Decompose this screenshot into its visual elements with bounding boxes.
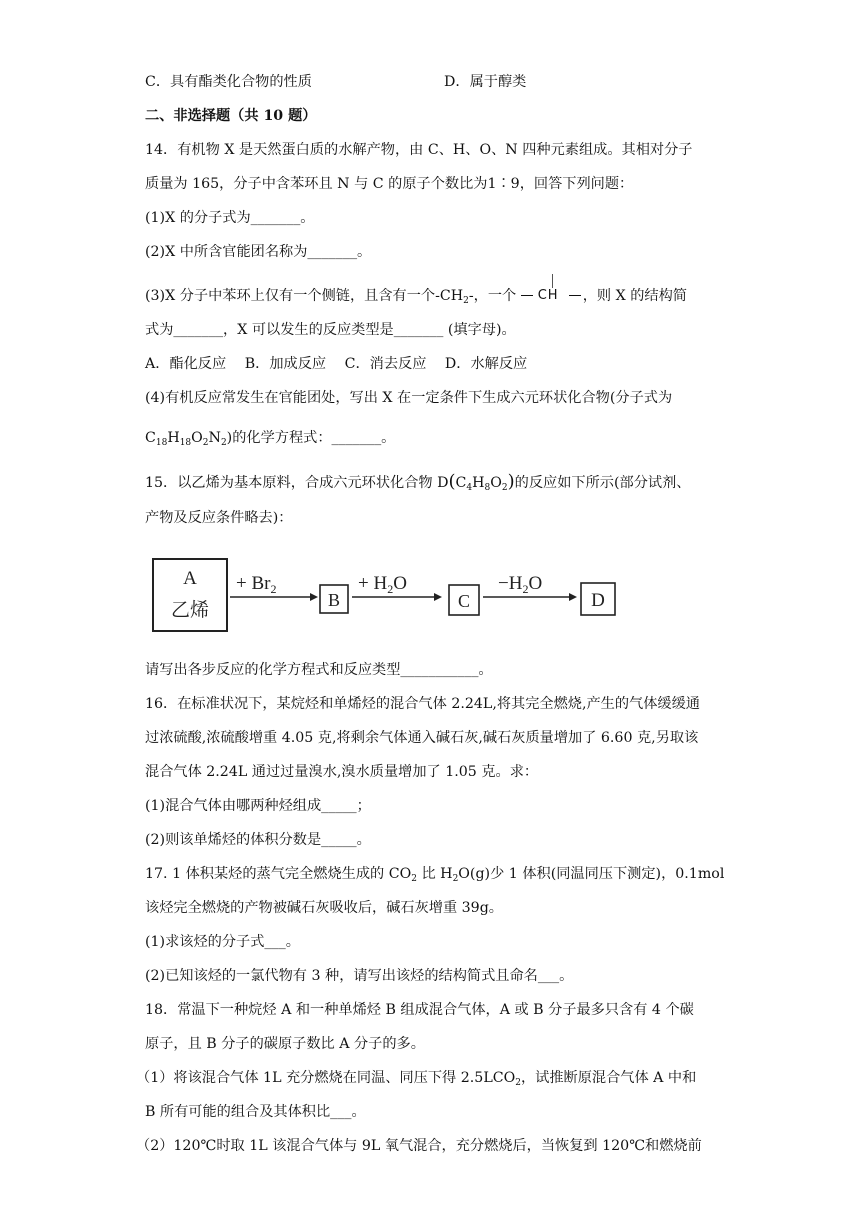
q14-part1: (1)X 的分子式为_______。 xyxy=(145,210,315,226)
q14-opt-c: C．消去反应 xyxy=(344,356,427,372)
arrow-2-reagent: + $H_2O$ xyxy=(358,573,407,596)
arrow-1-reagent: + $Br_2$ xyxy=(236,573,277,596)
q18-part2: （2）120℃时取 1L 该混合气体与 9L 氧气混合，充分燃烧后，当恢复到 120℃和燃烧前 xyxy=(136,1138,702,1154)
q16-part2: (2)则该单烯烃的体积分数是_____。 xyxy=(145,832,371,848)
q17-line2: 该烃完全燃烧的产物被碱石灰吸收后，碱石灰增重 39g。 xyxy=(145,900,503,916)
reaction-scheme xyxy=(150,556,630,636)
q14-opt-a: A．酯化反应 xyxy=(145,356,227,372)
q14-options xyxy=(145,354,527,374)
q18-line1: 18．常温下一种烷烃 A 和一种单烯烃 B 组成混合气体，A 或 B 分子最多只含有 4 个碳 xyxy=(145,1002,694,1018)
formula-c4h8o2: $(C_4H_8O_2)$ xyxy=(448,471,515,493)
box-c-label: C xyxy=(457,591,471,611)
q14-opt-d: D．水解反应 xyxy=(444,356,528,372)
box-a-name: 乙烯 xyxy=(170,600,210,621)
bond-right xyxy=(569,295,581,296)
q14-part4-line1: (4)有机反应常发生在官能团处，写出 X 在一定条件下生成六元环状化合物(分子式为 xyxy=(145,390,673,406)
q17-part1: (1)求该烃的分子式___。 xyxy=(145,934,300,950)
q14-part4-line2: $C_{18}H_{18}O_2N_2$)的化学方程式：_______。 xyxy=(145,430,396,448)
option-c-text: C．具有酯类化合物的性质 xyxy=(145,74,312,90)
arrow-1-head xyxy=(310,593,318,601)
arrow-3-head xyxy=(569,593,577,601)
ch-label: CH xyxy=(537,288,559,303)
q15-ask: 请写出各步反应的化学方程式和反应类型___________。 xyxy=(145,662,493,678)
q17-part2: (2)已知该烃的一氯代物有 3 种，请写出该烃的结构简式且命名___。 xyxy=(145,968,574,984)
q16-line2: 过浓硫酸,浓硫酸增重 4.05 克,将剩余气体通入碱石灰,碱石灰质量增加了 6.60 克,另取该 xyxy=(145,730,699,746)
q14-stem-line1: 14．有机物 X 是天然蛋白质的水解产物，由 C、H、O、N 四种元素组成。其相对分子 xyxy=(145,142,693,158)
box-b-label: B xyxy=(327,590,341,610)
q16-line3: 混合气体 2.24L 通过过量溴水,溴水质量增加了 1.05 克。求： xyxy=(145,764,539,780)
q18-part1-line2: B 所有可能的组合及其体积比___。 xyxy=(145,1104,366,1120)
q14-opt-b: B．加成反应 xyxy=(244,356,327,372)
option-d-text: D．属于醇类 xyxy=(444,74,527,90)
bond-left xyxy=(521,295,533,296)
q14-part3-line1: (3)X 分子中苯环上仅有一个侧链，且含有一个$-CH_2-$，一个 CH ，则 X 的结构简 xyxy=(145,286,687,306)
q18-part1-line1: （1）将该混合气体 1L 充分燃烧在同温、同压下得 $2.5LCO_2$，试推断原混合气体 A 中和 xyxy=(136,1070,697,1088)
q14-stem-line2: 质量为 165，分子中含苯环且 N 与 C 的原子个数比为1∶9，回答下列问题： xyxy=(145,176,634,192)
q17-line1: 17. 1 体积某烃的蒸气完全燃烧生成的 $CO_2$ 比 $H_2O(g)$少 1 体积(同温同压下测定)，0.1mol xyxy=(145,866,725,884)
q15-stem-line2: 产物及反应条件略去)： xyxy=(145,510,293,526)
options-row-cd xyxy=(145,72,527,92)
q18-line2: 原子，且 B 分子的碳原子数比 A 分子的多。 xyxy=(145,1036,425,1052)
ch-group-structure xyxy=(521,286,583,306)
formula-c18h18o2n2: $C_{18}H_{18}O_2N_2$ xyxy=(145,430,227,448)
arrow-3-reagent: $-H_2O$ xyxy=(498,573,543,596)
q14-part3-line2: 式为_______，X 可以发生的反应类型是_______ (填字母)。 xyxy=(145,322,516,338)
q14-part2: (2)X 中所含官能团名称为_______。 xyxy=(145,244,372,260)
q16-part1: (1)混合气体由哪两种烃组成_____； xyxy=(145,798,371,814)
box-a-label: A xyxy=(183,568,197,589)
box-d-label: D xyxy=(591,590,605,611)
q15-stem-line1: 15．以乙烯为基本原料，合成六元环状化合物 $D(C_4H_8O_2)$的反应如下所示(部分试剂、 xyxy=(145,471,691,493)
arrow-2-head xyxy=(434,593,442,601)
q16-line1: 16．在标准状况下，某烷烃和单烯烃的混合气体 2.24L,将其完全燃烧,产生的气体缓缓通 xyxy=(145,696,700,712)
section-title: 二、非选择题（共 10 题） xyxy=(145,108,317,124)
